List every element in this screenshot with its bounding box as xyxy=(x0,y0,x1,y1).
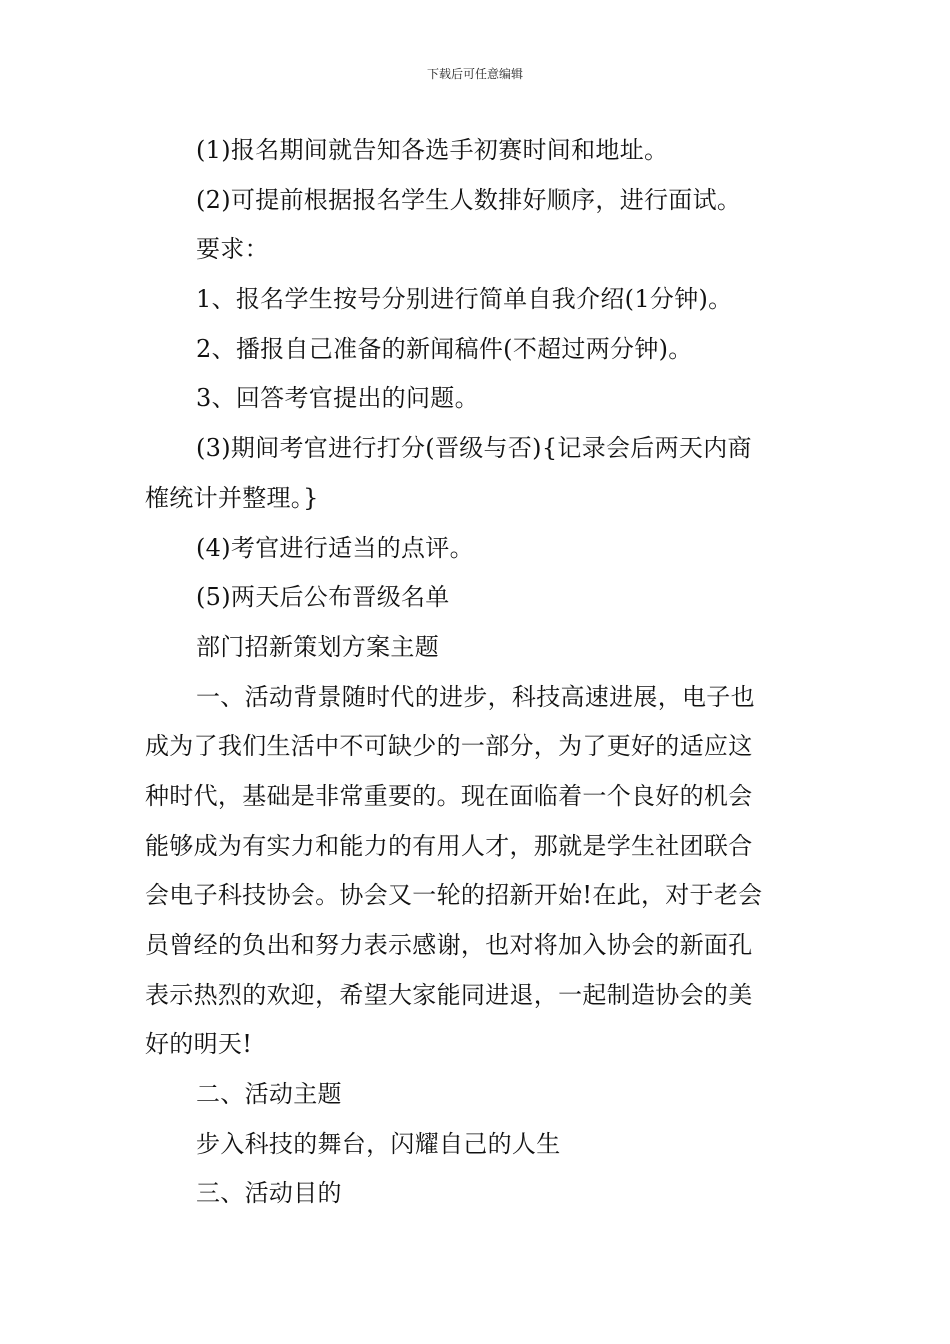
text-line: 种时代，基础是非常重要的。现在面临着一个良好的机会 xyxy=(145,781,753,810)
text-line: 1、报名学生按号分别进行简单自我介绍(1分钟)。 xyxy=(196,285,733,314)
text-line: 部门招新策划方案主题 xyxy=(196,632,439,661)
text-line: 表示热烈的欢迎，希望大家能同进退，一起制造协会的美 xyxy=(145,980,753,1009)
text-line: 会电子科技协会。协会又一轮的招新开始!在此，对于老会 xyxy=(145,881,763,910)
text-line: (4)考官进行适当的点评。 xyxy=(196,533,474,562)
text-line: 榷统计并整理。} xyxy=(145,483,319,512)
text-line: 成为了我们生活中不可缺少的一部分，为了更好的适应这 xyxy=(145,732,753,761)
text-line: (5)两天后公布晋级名单 xyxy=(196,583,450,612)
page-header: 下载后可任意编辑 xyxy=(426,67,523,81)
text-line: 3、回答考官提出的问题。 xyxy=(196,384,479,413)
text-line: 能够成为有实力和能力的有用人才，那就是学生社团联合 xyxy=(145,831,753,860)
text-line: 三、活动目的 xyxy=(196,1179,342,1208)
text-line: 2、播报自己准备的新闻稿件(不超过两分钟)。 xyxy=(196,334,693,363)
text-line: 要求： xyxy=(196,235,269,264)
text-line: 步入科技的舞台，闪耀自己的人生 xyxy=(196,1129,561,1158)
text-line: (2)可提前根据报名学生人数排好顺序，进行面试。 xyxy=(196,185,742,214)
text-line: 一、活动背景随时代的进步，科技高速进展，电子也 xyxy=(196,682,755,711)
text-line: (1)报名期间就告知各选手初赛时间和地址。 xyxy=(196,136,669,164)
text-line: 好的明天! xyxy=(145,1030,253,1059)
text-line: 员曾经的负出和努力表示感谢，也对将加入协会的新面孔 xyxy=(145,931,753,959)
text-line: 二、活动主题 xyxy=(196,1080,342,1109)
text-line: (3)期间考官进行打分(晋级与否){记录会后两天内商 xyxy=(196,434,752,463)
document-body xyxy=(145,126,810,1219)
